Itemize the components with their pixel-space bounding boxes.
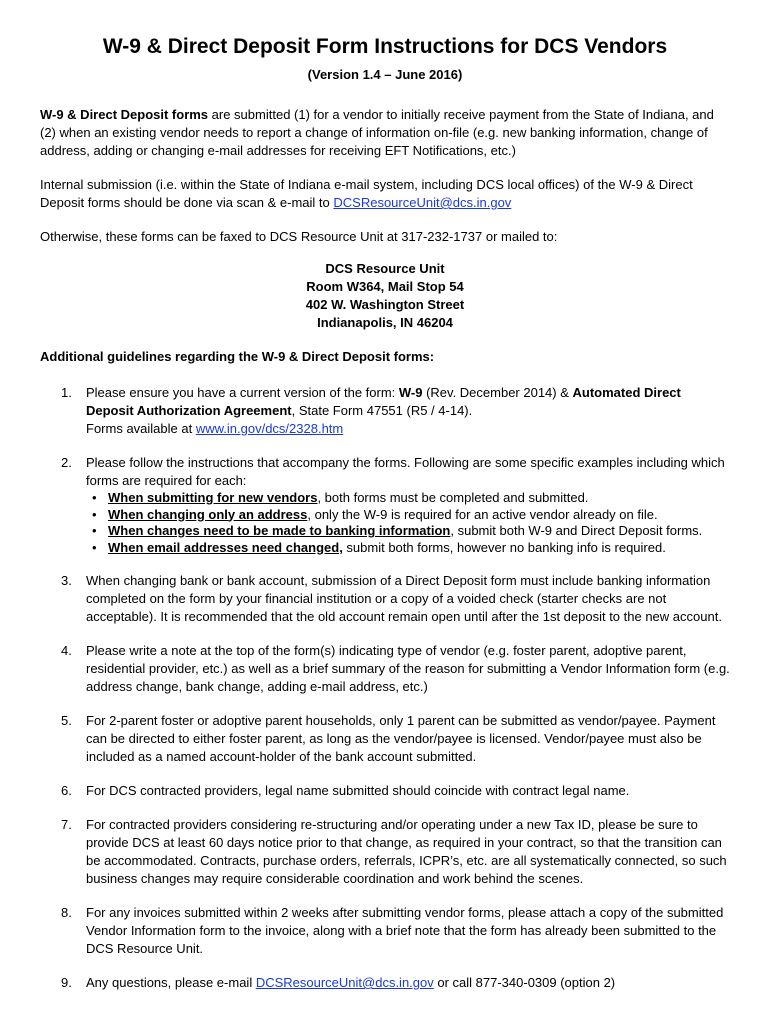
guideline-item-2 [40, 454, 730, 556]
item-2-bullet-list [86, 490, 730, 556]
guideline-item-1 [40, 384, 730, 438]
item-2-text: Please follow the instructions that accompany the forms. Following are some specific examples including which forms are required for each: [86, 455, 725, 488]
bullet-bold: When changes need to be made to banking information [108, 523, 451, 538]
bullet-bold: When email addresses need changed, [108, 539, 343, 555]
intro-text: are submitted (1) for a vendor to initially receive payment from the State of Indiana, and (2) when an existing vendor needs to report a change of information on-file (e.g. new banking information, change of address, adding or changing e-mail addresses for receiving EFT Notifications, etc.) [40, 107, 714, 158]
item-number: 2. [61, 455, 72, 470]
item-1-text-c: , State Form 47551 (R5 / 4-14). [291, 403, 473, 418]
bullet-item [86, 490, 730, 507]
bullet-item [86, 523, 730, 540]
item-number: 3. [61, 573, 72, 588]
internal-submission-paragraph [40, 176, 730, 212]
item-number: 5. [61, 713, 72, 728]
item-number: 6. [61, 783, 72, 798]
forms-link[interactable]: www.in.gov/dcs/2328.htm [195, 421, 344, 436]
resource-unit-email-link[interactable]: DCSResourceUnit@dcs.in.gov [333, 195, 512, 210]
item-number: 9. [61, 975, 72, 990]
item-1-text-a: Please ensure you have a current version of the form: [86, 385, 399, 400]
guideline-item-9 [40, 974, 730, 992]
bullet-icon: • [92, 490, 97, 505]
bullet-item [86, 507, 730, 524]
guideline-item-6 [40, 782, 730, 800]
bullet-icon: • [92, 523, 97, 538]
item-7-text: For contracted providers considering re-structuring and/or operating under a new Tax ID, please be sure to provide DCS at least 60 days notice prior to that change, as required in your contract, so that the transition can be accommodated. Contracts, purchase orders, referrals, ICPR’s, etc. are all systematically connected, so such business changes may require considerable coordination and work behind the scenes. [86, 817, 727, 886]
fax-paragraph: Otherwise, these forms can be faxed to DCS Resource Unit at 317-232-1737 or mailed to: [40, 229, 558, 244]
item-4-text: Please write a note at the top of the form(s) indicating type of vendor (e.g. foster parent, adoptive parent, residential provider, etc.) as well as a brief summary of the reason for submitting a Vendor Information form (e.g. address change, bank change, adding e-mail address, etc.) [86, 643, 730, 694]
item-1-forms-available: Forms available at [86, 421, 196, 436]
item-number: 7. [61, 817, 72, 832]
item-number: 4. [61, 643, 72, 658]
item-6-text: For DCS contracted providers, legal name submitted should coincide with contract legal name. [86, 783, 630, 798]
intro-bold-lead: W-9 & Direct Deposit forms [40, 107, 209, 122]
page-title: W-9 & Direct Deposit Form Instructions for DCS Vendors [102, 35, 668, 58]
address-line-1: DCS Resource Unit [325, 261, 445, 276]
intro-paragraph [40, 106, 730, 160]
guideline-item-8 [40, 904, 730, 958]
guideline-item-5 [40, 712, 730, 766]
bullet-item [86, 540, 730, 557]
internal-text: Internal submission (i.e. within the State of Indiana e-mail system, including DCS local offices) of the W-9 & Direct Deposit forms should be done via scan & e-mail to [40, 177, 693, 210]
item-3-text: When changing bank or bank account, submission of a Direct Deposit form must include banking information completed on the form by your financial institution or a copy of a voided check (starter checks are not acceptable). It is recommended that the old account remain open until after the 1st deposit to the new account. [86, 573, 722, 624]
guideline-item-4 [40, 642, 730, 696]
guidelines-heading: Additional guidelines regarding the W-9 & Direct Deposit forms: [40, 349, 435, 364]
address-line-3: 402 W. Washington Street [305, 297, 465, 312]
bullet-text: , both forms must be completed and submitted. [317, 490, 589, 505]
item-number: 8. [61, 905, 72, 920]
item-1-form-direct-deposit: Automated Direct Deposit Authorization Agreement [86, 385, 681, 418]
bullet-bold: When changing only an address [108, 506, 308, 522]
questions-email-link[interactable]: DCSResourceUnit@dcs.in.gov [255, 975, 434, 990]
bullet-text: , submit both W-9 and Direct Deposit forms. [450, 523, 703, 538]
bullet-text: , only the W-9 is required for an active vendor already on file. [307, 506, 658, 522]
bullet-icon: • [92, 539, 97, 555]
item-1-text-b: (Rev. December 2014) & [422, 385, 573, 400]
mailing-address [40, 260, 730, 332]
guideline-item-3 [40, 572, 730, 626]
guidelines-list [40, 384, 730, 992]
item-1-form-w9: W-9 [398, 385, 423, 400]
version-label: (Version 1.4 – June 2016) [307, 67, 463, 82]
item-9-text-a: Any questions, please e-mail [86, 975, 256, 990]
item-5-text: For 2-parent foster or adoptive parent households, only 1 parent can be submitted as vendor/payee. Payment can be directed to either foster parent, as long as the vendor/payee is licensed. Vendor/payee must also be included as a named account-holder of the bank account submitted. [86, 713, 716, 764]
item-8-text: For any invoices submitted within 2 weeks after submitting vendor forms, please attach a copy of the submitted Vendor Information form to the invoice, along with a brief note that the form has already been submitted to the DCS Resource Unit. [86, 905, 724, 956]
item-number: 1. [61, 385, 72, 400]
bullet-bold: When submitting for new vendors [108, 490, 318, 505]
address-line-4: Indianapolis, IN 46204 [317, 315, 453, 330]
address-line-2: Room W364, Mail Stop 54 [306, 279, 464, 294]
guideline-item-7 [40, 816, 730, 888]
bullet-icon: • [92, 506, 97, 522]
bullet-text: submit both forms, however no banking info is required. [342, 539, 666, 555]
item-9-text-b: or call 877-340-0309 (option 2) [433, 975, 616, 990]
